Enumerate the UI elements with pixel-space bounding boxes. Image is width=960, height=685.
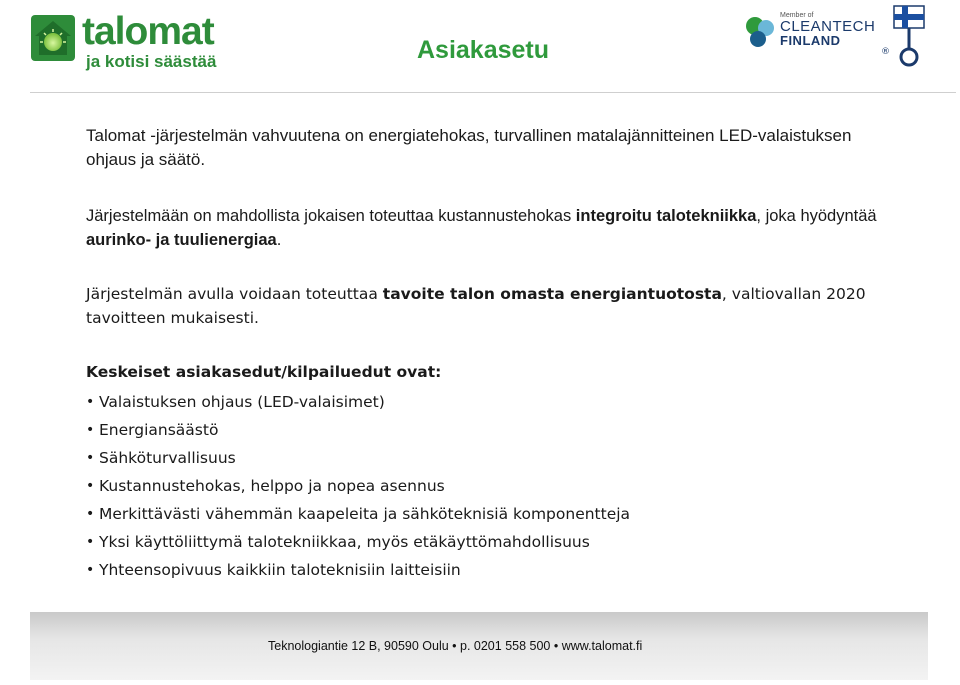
p2-text-e: .: [276, 231, 282, 249]
house-logo-icon: [30, 14, 76, 62]
p2-bold-energy: aurinko- ja tuulienergiaa: [86, 231, 277, 249]
logo-wordmark: talomat: [82, 10, 214, 53]
registered-mark: ®: [881, 47, 890, 57]
cleantech-member-label: Member of: [780, 12, 814, 19]
p3-bold-goal: tavoite talon omasta energiantuotosta: [382, 285, 722, 303]
list-item: • Sähköturvallisuus: [86, 444, 906, 472]
p2-text-c: , joka hyödyntää: [756, 207, 877, 225]
cleantech-country: FINLAND: [780, 33, 841, 48]
list-item: • Energiansäästö: [86, 416, 906, 444]
benefits-heading: Keskeiset asiakasedut/kilpailuedut ovat:: [86, 363, 442, 381]
integration-paragraph: [86, 204, 906, 252]
list-item: • Merkittävästi vähemmän kaapeleita ja sähköteknisiä komponentteja: [86, 500, 906, 528]
key-flag-icon: [878, 4, 928, 70]
list-item: • Valaistuksen ohjaus (LED-valaisimet): [86, 388, 906, 416]
list-item: • Yksi käyttöliittymä talotekniikkaa, myös etäkäyttömahdollisuus: [86, 528, 906, 556]
intro-paragraph: Talomat -järjestelmän vahvuutena on energiatehokas, turvallinen matalajännitteinen LED-valaistuksen ohjaus ja säätö.: [86, 126, 852, 169]
p2-bold-integrated: integroitu talotekniikka: [575, 207, 757, 225]
header-divider: [30, 92, 956, 93]
cleantech-circles-icon: [742, 14, 778, 50]
p3-text-c: , valtiovallan 2020 tavoitteen mukaisesti.: [86, 285, 866, 327]
talomat-logo: [30, 10, 220, 76]
footer-bar: [30, 612, 928, 680]
list-item: • Yhteensopivuus kaikkiin taloteknisiin laitteisiin: [86, 556, 906, 584]
goal-paragraph: [86, 282, 906, 330]
cleantech-finland-logo: [742, 8, 876, 56]
logo-tagline: ja kotisi säästää: [86, 52, 217, 71]
p2-text-a: Järjestelmään on mahdollista jokaisen toteuttaa kustannustehokas: [86, 207, 576, 225]
p3-text-a: Järjestelmän avulla voidaan toteuttaa: [86, 285, 383, 303]
list-item: • Kustannustehokas, helppo ja nopea asennus: [86, 472, 906, 500]
cleantech-name: CLEANTECH: [780, 18, 876, 35]
main-content: [86, 124, 906, 584]
footer-contact: Teknologiantie 12 B, 90590 Oulu • p. 0201 558 500 • www.talomat.fi: [268, 639, 643, 653]
benefits-list: [86, 388, 906, 584]
page-title: Asiakasetu: [417, 36, 550, 64]
